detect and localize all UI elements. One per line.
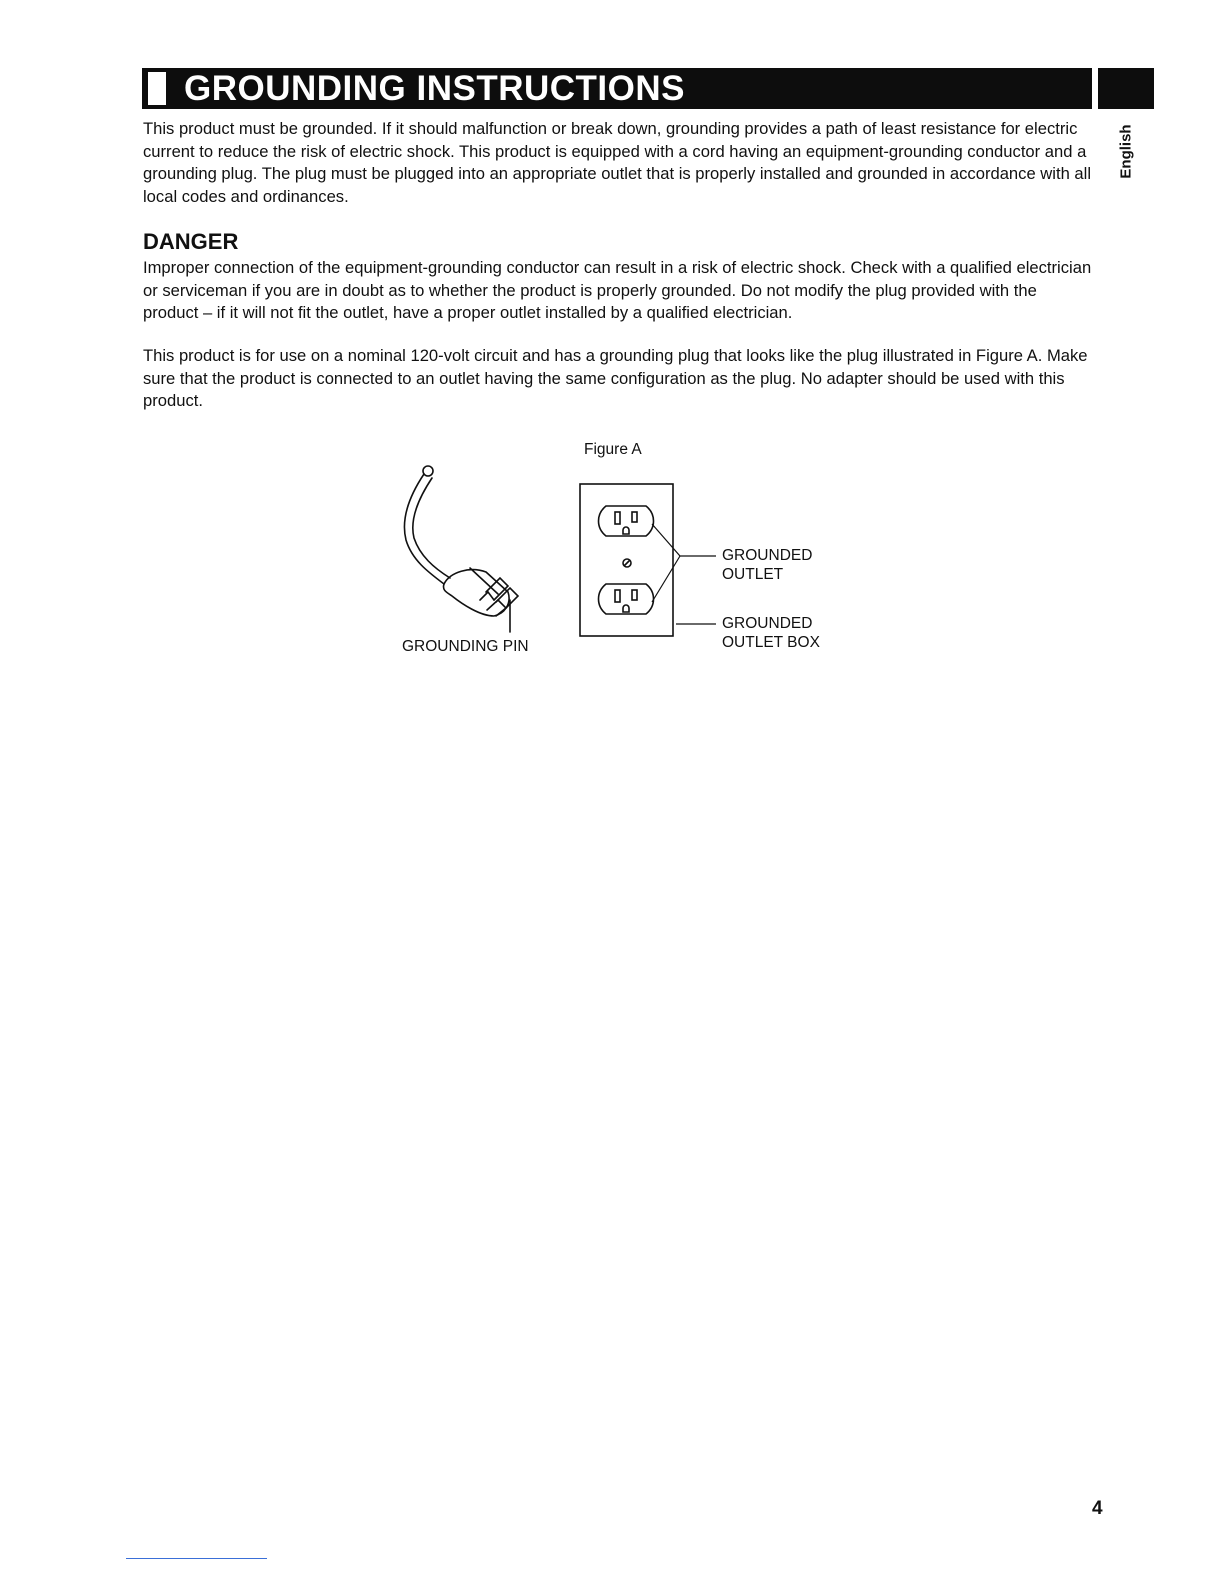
intro-paragraph: This product must be grounded. If it should malfunction or break down, grounding provides a path of least resistance for electric current to reduce the risk of electric shock. This product is equipped with a cord having an equipment-grounding conductor and a grounding plug. The plug must be plugged into an appropriate outlet that is properly installed and grounded in accordance with all local codes and ordinances. <box>143 119 1092 206</box>
danger-heading: DANGER <box>143 229 239 254</box>
language-label: English <box>1117 123 1135 179</box>
grounded-outlet-label <box>722 546 812 584</box>
grounding-pin-label: GROUNDING PIN <box>402 638 529 655</box>
page-number: 4 <box>1092 1498 1103 1519</box>
grounded-outlet-label-line1: GROUNDED <box>722 547 813 564</box>
grounded-outlet-label-line2: OUTLET <box>722 566 784 583</box>
grounded-outlet-icon <box>580 484 673 636</box>
grounded-outlet-box-label <box>722 614 820 652</box>
page-title: GROUNDING INSTRUCTIONS <box>184 69 685 108</box>
figure-a-illustration <box>0 0 1224 700</box>
circuit-paragraph: This product is for use on a nominal 120-volt circuit and has a grounding plug that looks like the plug illustrated in Figure A. Make sure that the product is connected to an outlet having the same configuration as the plug. No adapter should be used with this product. <box>143 346 1088 410</box>
figure-caption: Figure A <box>584 441 642 458</box>
footer-divider <box>126 1558 267 1559</box>
grounded-outlet-box-label-line1: GROUNDED <box>722 615 813 632</box>
grounded-outlet-box-label-line2: OUTLET BOX <box>722 634 820 651</box>
leader-lines <box>652 524 716 624</box>
grounding-plug-icon <box>404 466 518 632</box>
danger-paragraph: Improper connection of the equipment-grounding conductor can result in a risk of electric shock. Check with a qualified electrician or serviceman if you are in doubt as to whether the product is properly grounded. Do not modify the plug provided with the product – if it will not fit the outlet, have a proper outlet installed by a qualified electrician. <box>143 258 1092 322</box>
